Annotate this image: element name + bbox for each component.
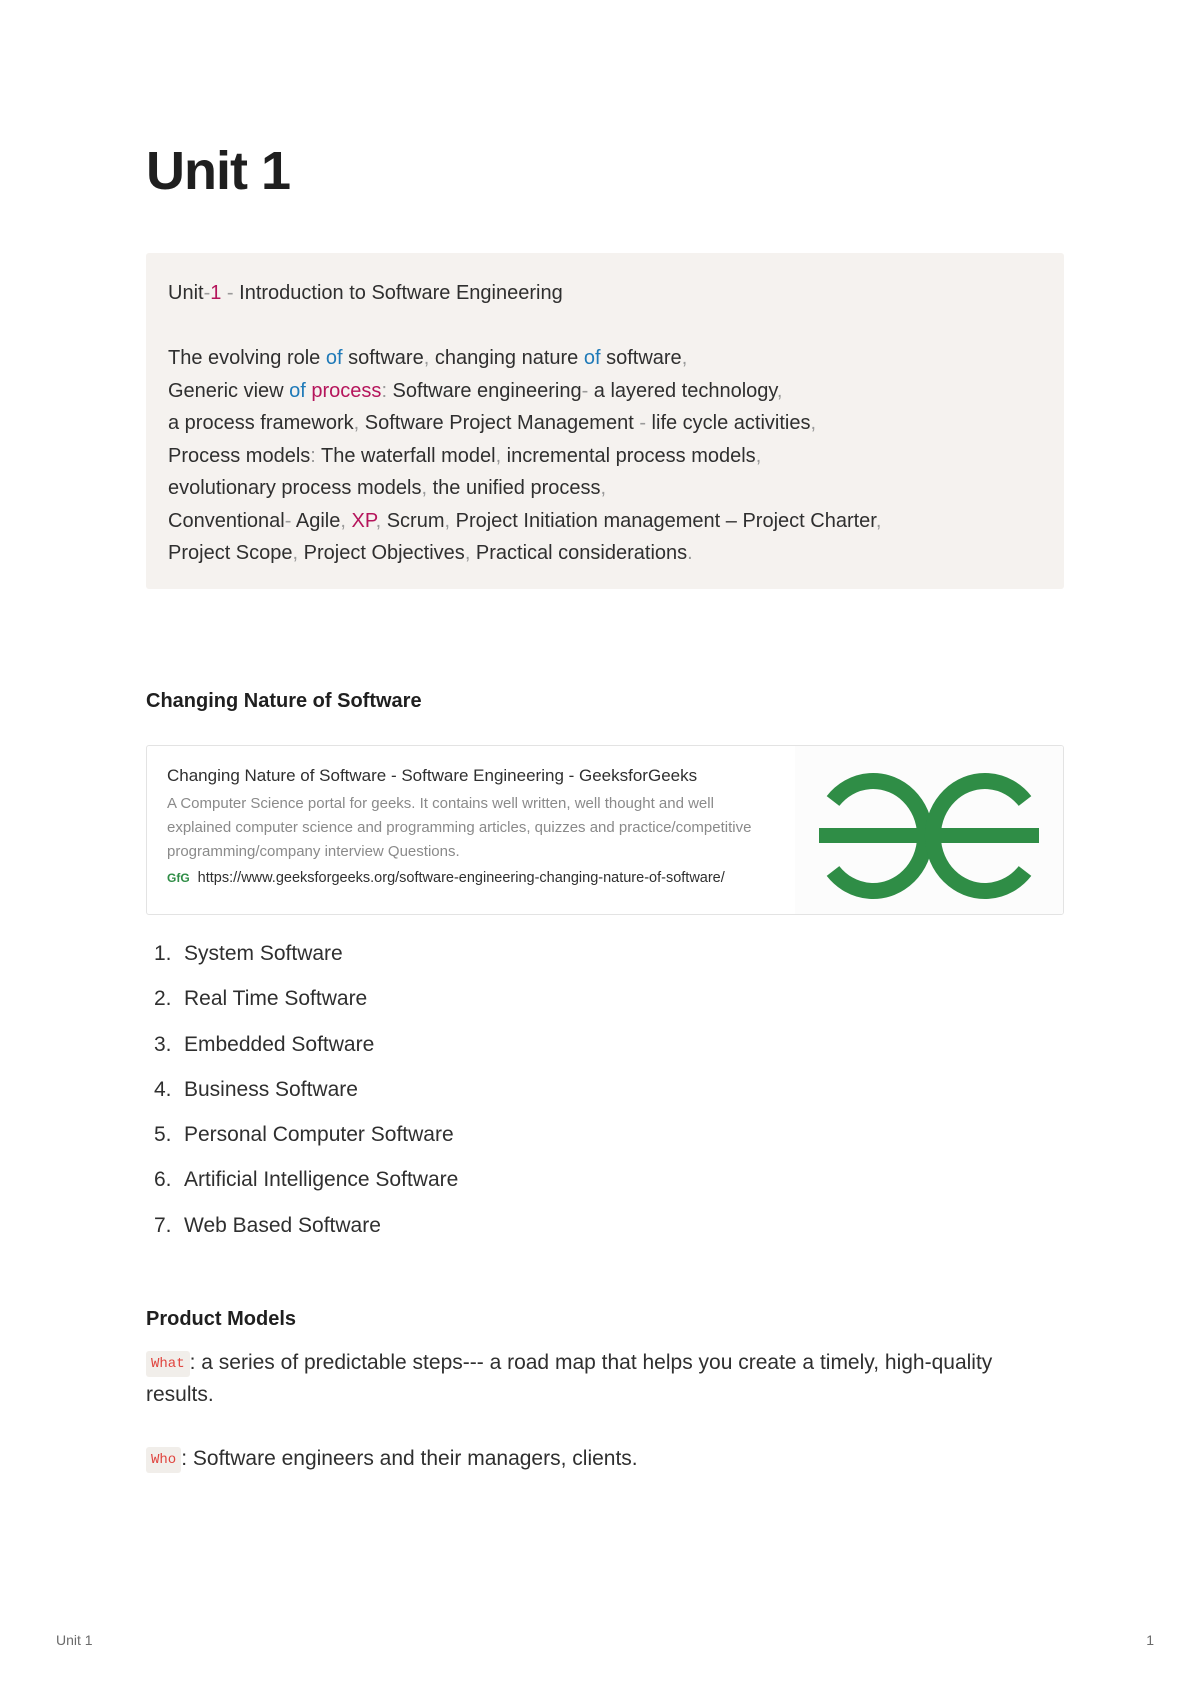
section-heading-changing-nature: Changing Nature of Software: [146, 690, 422, 712]
bookmark-thumbnail: [795, 746, 1063, 915]
syllabus-punct: -: [284, 509, 292, 532]
syllabus-punct: ,: [421, 477, 428, 499]
syllabus-text: Project Objectives: [298, 542, 465, 564]
syllabus-text: Process models: [168, 444, 311, 467]
syllabus-keyword: of: [583, 347, 601, 369]
list-item: [154, 985, 458, 1030]
syllabus-text: the unified process: [427, 477, 601, 499]
paragraph-what-text: : a series of predictable steps--- a road map that helps you create a timely, high-quality results.: [146, 1351, 993, 1406]
list-item-label: Web Based Software: [184, 1213, 381, 1237]
syllabus-punct: :: [381, 379, 387, 402]
syllabus-punct: :: [310, 444, 316, 467]
syllabus-line-3: [168, 375, 1042, 408]
syllabus-punct: ,: [464, 542, 471, 564]
inline-code-what: What: [146, 1351, 190, 1377]
syllabus-punct: ,: [423, 347, 430, 369]
syllabus-line-4: [168, 407, 1042, 440]
syllabus-text: evolutionary process models: [168, 477, 422, 499]
syllabus-punct: -: [581, 379, 589, 402]
syllabus-text: life cycle activities: [646, 412, 811, 434]
page-title: Unit 1: [146, 141, 291, 201]
list-item-label: Artificial Intelligence Software: [184, 1168, 459, 1192]
syllabus-keyword: of: [289, 379, 306, 402]
syllabus-text: Project Scope: [168, 542, 293, 564]
list-number: 5.: [154, 1123, 172, 1147]
footer-page-number: 1: [1146, 1632, 1154, 1648]
list-item-label: System Software: [184, 942, 343, 965]
web-bookmark-card[interactable]: [146, 745, 1064, 915]
syllabus-text: software: [342, 347, 424, 369]
list-item-label: Business Software: [184, 1077, 358, 1101]
list-item-label: Embedded Software: [184, 1032, 375, 1056]
inline-code-who: Who: [146, 1447, 181, 1473]
syllabus-text: Conventional: [168, 509, 285, 532]
syllabus-text: Agile: [291, 509, 341, 532]
list-item: [154, 1076, 458, 1121]
syllabus-punct: ,: [875, 509, 882, 532]
list-item: [154, 1031, 458, 1076]
bookmark-url-row[interactable]: [167, 866, 777, 890]
paragraph-who: [146, 1443, 1064, 1475]
section-heading-product-models: Product Models: [146, 1308, 297, 1330]
list-item-label: Personal Computer Software: [184, 1123, 454, 1147]
syllabus-line-7: [168, 505, 1042, 538]
paragraph-who-text: : Software engineers and their managers, clients.: [181, 1447, 638, 1470]
syllabus-punct: ,: [600, 477, 607, 499]
syllabus-text: Software Project Management: [359, 412, 640, 434]
syllabus-punct: ,: [755, 444, 762, 467]
geeksforgeeks-favicon-icon: GfG: [167, 871, 190, 885]
syllabus-line-5: [168, 440, 1042, 473]
bookmark-description: A Computer Science portal for geeks. It contains well written, well thought and well explained computer science and programming articles, quizzes and practice/competitive programming/company interview Questions.: [167, 795, 752, 860]
syllabus-text: Software engineering: [387, 379, 582, 402]
syllabus-text: Introduction to Software Engineering: [239, 282, 563, 304]
list-number: 4.: [154, 1077, 172, 1101]
list-item: [154, 1166, 458, 1211]
geeksforgeeks-logo-icon: [795, 746, 1063, 915]
software-types-list: [154, 940, 458, 1257]
list-number: 2.: [154, 987, 172, 1011]
list-item-label: Real Time Software: [184, 987, 368, 1011]
syllabus-text: a layered technology: [588, 379, 777, 402]
syllabus-punct: ,: [444, 509, 451, 532]
syllabus-punct: ,: [495, 444, 502, 467]
syllabus-punct: .: [687, 542, 693, 564]
syllabus-number: 1: [210, 282, 222, 304]
syllabus-text: changing nature: [429, 347, 584, 369]
list-item: [154, 1121, 458, 1166]
syllabus-punct: ,: [776, 379, 783, 402]
syllabus-text: Project Initiation management – Project Charter: [450, 509, 876, 532]
list-number: 6.: [154, 1168, 172, 1192]
syllabus-text: The waterfall model: [315, 444, 496, 467]
syllabus-line-2: [168, 342, 1042, 375]
syllabus-punct: ,: [681, 347, 688, 369]
syllabus-line-1: [168, 277, 1042, 310]
syllabus-line-6: [168, 472, 1042, 505]
syllabus-text: a process framework: [168, 412, 354, 434]
footer-document-title: Unit 1: [56, 1632, 93, 1648]
list-number: 7.: [154, 1213, 172, 1237]
syllabus-punct: ,: [292, 542, 299, 564]
syllabus-punct: -: [221, 282, 240, 304]
syllabus-punct: ,: [340, 509, 346, 532]
paragraph-what: [146, 1347, 1064, 1411]
syllabus-text: The evolving role: [168, 347, 326, 369]
syllabus-text: software: [600, 347, 682, 369]
syllabus-text: Practical considerations: [470, 542, 688, 564]
syllabus-punct: ,: [375, 509, 382, 532]
bookmark-url[interactable]: https://www.geeksforgeeks.org/software-engineering-changing-nature-of-software/: [197, 870, 725, 886]
syllabus-line-8: [168, 537, 1042, 570]
syllabus-text: Generic view: [168, 379, 290, 402]
bookmark-text: [167, 766, 777, 890]
syllabus-punct: ,: [810, 412, 817, 434]
syllabus-key: XP: [345, 509, 376, 532]
syllabus-text: Scrum: [381, 509, 445, 532]
list-item: [154, 1212, 458, 1257]
syllabus-punct: ,: [353, 412, 360, 434]
syllabus-blank-line: [168, 310, 1042, 343]
list-number: 1.: [154, 942, 172, 965]
syllabus-keyword: of: [325, 347, 343, 369]
list-item: [154, 940, 458, 985]
syllabus-text: incremental process models: [501, 444, 756, 467]
syllabus-punct: -: [203, 282, 211, 304]
syllabus-punct: -: [639, 412, 646, 434]
bookmark-title[interactable]: Changing Nature of Software - Software Engineering - GeeksforGeeks: [167, 766, 698, 785]
syllabus-key: process: [305, 379, 382, 402]
syllabus-text: Unit: [168, 282, 204, 304]
list-number: 3.: [154, 1032, 172, 1056]
syllabus-code-block: [146, 253, 1064, 589]
